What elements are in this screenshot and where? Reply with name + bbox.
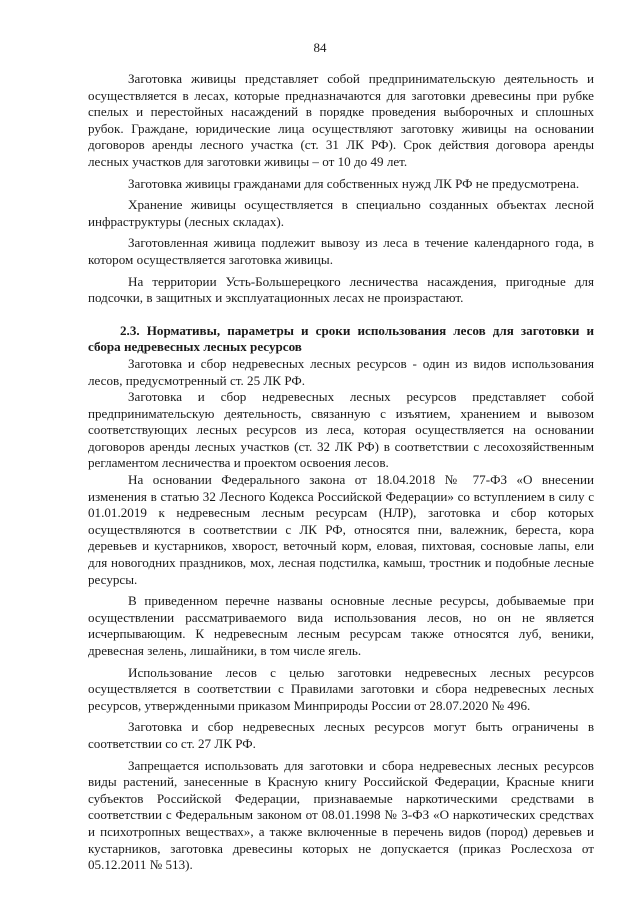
paragraph: Запрещается использовать для заготовки и сбора недревесных лесных ресурсов виды растений, занесенные в Красную книгу Российской Федерации, Красные книги субъектов Российской Федерации, признаваемые наркотическими средствами в соответствии с Федеральным законом от 08.01.1998 № 3-ФЗ «О наркотических средствах и психотропных веществах», а также включенные в перечень видов (пород) деревьев и кустарников, заготовка древесины которых не допускается (приказ Рослесхоза от 05.12.2011 № 513). [88,757,594,873]
section-heading: 2.3. Нормативы, параметры и сроки использования лесов для заготовки и сбора недревесных лесных ресурсов [88,322,594,355]
paragraph: Заготовка живицы гражданами для собственных нужд ЛК РФ не предусмотрена. [128,175,580,191]
paragraph: Использование лесов с целью заготовки недревесных лесных ресурсов осуществляется в соответствии с Правилами заготовки и сбора недревесных лесных ресурсов, утвержденными приказом Минприроды России от 28.07.2020 № 496. [88,664,594,713]
paragraph: Заготовка живицы представляет собой предпринимательскую деятельность и осуществляется в лесах, которые предназначаются для заготовки древесины при рубке спелых и перестойных насаждений в порядке проведения выборочных и сплошных рубок. Граждане, юридические лица осуществляют заготовку живицы на основании договоров аренды лесного участка (ст. 31 ЛК РФ). Срок действия договора аренды лесных участков для заготовки живицы – от 10 до 49 лет. [88,71,594,169]
paragraph: Заготовка и сбор недревесных лесных ресурсов представляет собой предпринимательскую деятельность, связанную с изъятием, хранением и вывозом соответствующих лесных ресурсов из леса, которая осуществляется на основании договоров аренды лесных участков (ст. 32 ЛК РФ) в соответствии с лесохозяйственным регламентом лесничества и проектом освоения лесов. [88,389,594,471]
paragraph: Хранение живицы осуществляется в специально созданных объектах лесной инфраструктуры (лесных складах). [88,197,594,229]
paragraph: Заготовка и сбор недревесных лесных ресурсов могут быть ограничены в соответствии со ст. 27 ЛК РФ. [88,719,594,751]
paragraph: В приведенном перечне названы основные лесные ресурсы, добываемые при осуществлении рассматриваемого вида использования лесов, но он не является исчерпывающим. К недревесным лесным ресурсам также относятся луб, веники, древесная зелень, лишайники, в том числе ягель. [88,593,594,658]
paragraph: Заготовка и сбор недревесных лесных ресурсов - один из видов использования лесов, предусмотренный ст. 25 ЛК РФ. [88,355,594,388]
page-number: 84 [313,40,327,55]
document-body [88,71,594,874]
paragraph: На территории Усть-Большерецкого лесничества насаждения, пригодные для подсочки, в защитных и эксплуатационных лесах не произрастают. [88,273,594,306]
paragraph: Заготовленная живица подлежит вывозу из леса в течение календарного года, в котором осуществляется заготовка живицы. [88,235,594,267]
paragraph: На основании Федерального закона от 18.04.2018 № 77-ФЗ «О внесении изменения в статью 32 Лесного Кодекса Российской Федерации» со вступлением в силу с 01.01.2019 к недревесным лесным ресурсам (НЛР), заготовка и сбор которых осуществляются в соответствии с ЛК РФ, относятся пни, валежник, береста, кора деревьев и кустарников, хворост, веточный корм, еловая, пихтовая, сосновые лапы, ели для новогодних праздников, мох, лесная подстилка, камыш, тростник и подобные лесные ресурсы. [88,472,594,587]
